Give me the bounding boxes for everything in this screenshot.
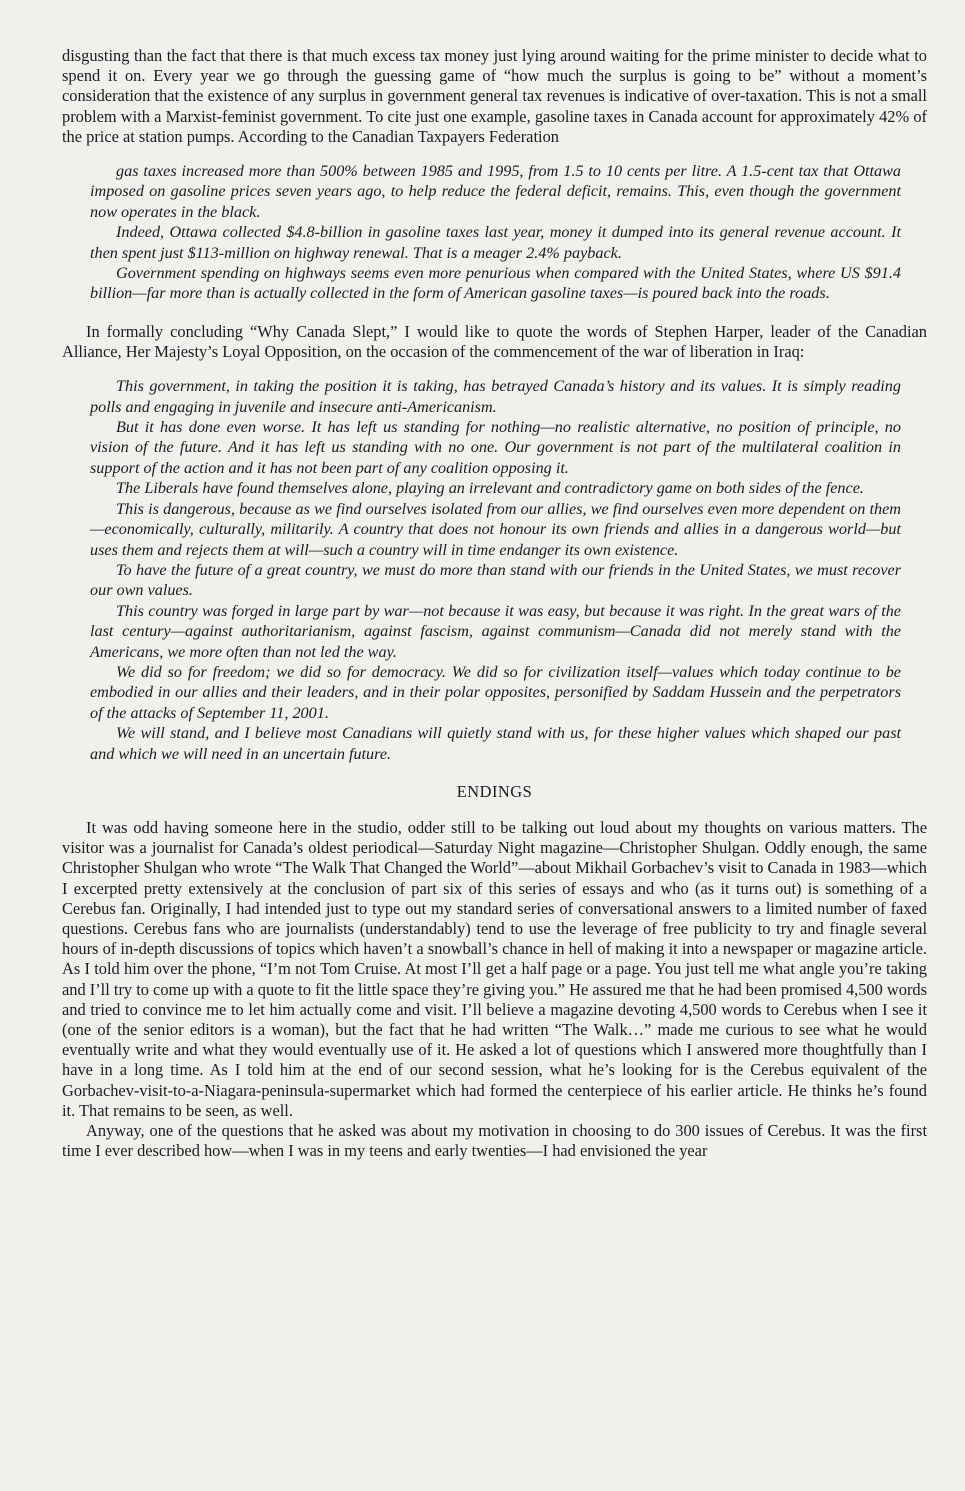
section-heading-endings: ENDINGS xyxy=(456,781,533,801)
body-paragraph-journalist-visit: It was odd having someone here in the studio, odder still to be talking out loud about my thoughts on various matters. The visitor was a journalist for Canada’s oldest periodical—Saturday Night magazine—Christopher Shulgan. Oddly enough, the same Christopher Shulgan who wrote “The Walk That Changed the World”—about Mikhail Gorbachev’s visit to Canada in 1983—which I excerpted pretty extensively at the conclusion of part six of this series of essays and who (as it turns out) is something of a Cerebus fan. Originally, I had intended just to type out my standard series of conversational answers to a limited number of faxed questions. Cerebus fans who are journalists (understandably) tend to use the leverage of free publicity to try and finagle several hours of in-depth discussions of topics which haven’t a snowball’s chance in hell of making it into a newspaper or magazine article. As I told him over the phone, “I’m not Tom Cruise. At most I’ll get a half page or a page. You just tell me what angle you’re taking and I’ll try to come up with a quote to fit the little space they’re giving you.” He assured me that he had been promised 4,500 words and tried to convince me to let him actually come and visit. I’ll believe a magazine devoting 4,500 words to Cerebus when I see it (one of the senior editors is a woman), but the fact that he had written “The Walk…” made me curious to see what he would eventually write and what they would eventually use of it. He asked a lot of questions which I answered more thoughtfully than I have in a long time. As I told him at the end of our second session, what he’s looking for is the Cerebus equivalent of the Gorbachev-visit-to-a-Niagara-peninsula-supermarket which had formed the centerpiece of his earlier article. He thinks he’s found it. That remains to be seen, as well. xyxy=(62,817,927,1120)
quote-paragraph: Indeed, Ottawa collected $4.8-billion in gasoline taxes last year, money it dumped into its general revenue account. It then spent just $113-million on highway renewal. That is a meager 2.4% payback. xyxy=(90,223,901,262)
quote-paragraph: To have the future of a great country, we must do more than stand with our friends in the United States, we must recover our own values. xyxy=(90,560,901,600)
quote-paragraph: This government, in taking the position it is taking, has betrayed Canada’s history and its values. It is simply reading polls and engaging in juvenile and insecure anti-Americanism. xyxy=(90,377,901,416)
quote-paragraph: This is dangerous, because as we find ourselves isolated from our allies, we find ourselves even more dependent on them—economically, culturally, militarily. A country that does not honour its own friends and allies in a dangerous world—but uses them and rejects them at will—such a country will in time endanger its own existence. xyxy=(90,499,901,559)
quote-paragraph: But it has done even worse. It has left us standing for nothing—no realistic alternative, no position of principle, no vision of the future. And it has left us standing with no one. Our government is not part of the multilateral coalition in support of the action and it has not been part of any coalition opposing it. xyxy=(90,418,901,477)
quote-paragraph: gas taxes increased more than 500% between 1985 and 1995, from 1.5 to 10 cents per litre. A 1.5-cent tax that Ottawa imposed on gasoline prices seven years ago, to help reduce the federal deficit, remains. This, even though the government now operates in the black. xyxy=(90,162,901,221)
quote-paragraph: The Liberals have found themselves alone, playing an irrelevant and contradictory game on both sides of the fence. xyxy=(116,479,864,498)
quote-paragraph: We did so for freedom; we did so for democracy. We did so for civilization itself—values which today continue to be embodied in our allies and their leaders, and in their polar opposites, personified by Saddam Hussein and the perpetrators of the attacks of September 11, 2001. xyxy=(90,662,901,722)
body-paragraph-gas-taxes: disgusting than the fact that there is that much excess tax money just lying around waiting for the prime minister to decide what to spend it on. Every year we go through the guessing game of “how much the surplus is going to be” without a moment’s consideration that the existence of any surplus in government general tax revenues is indicative of over-taxation. This is not a small problem with a Marxist-feminist government. To cite just one example, gasoline taxes in Canada account for approximately 42% of the price at station pumps. According to the Canadian Taxpayers Federation xyxy=(62,46,927,146)
quote-paragraph: Government spending on highways seems even more penurious when compared with the United States, where US $91.4 billion—far more than is actually collected in the form of American gasoline taxes—is poured back into the roads. xyxy=(90,264,901,303)
block-quote-taxpayers-federation xyxy=(62,161,927,304)
quote-paragraph: This country was forged in large part by war—not because it was easy, but because it was right. In the great wars of the last century—against authoritarianism, against fascism, against communism—Canada did not merely stand with the Americans, we more often than not led the way. xyxy=(90,601,901,661)
body-paragraph-harper-intro: In formally concluding “Why Canada Slept,” I would like to quote the words of Stephen Harper, leader of the Canadian Alliance, Her Majesty’s Loyal Opposition, on the occasion of the commencement of the war of liberation in Iraq: xyxy=(62,321,927,362)
body-paragraph-motivation: Anyway, one of the questions that he asked was about my motivation in choosing to do 300 issues of Cerebus. It was the first time I ever described how—when I was in my teens and early twenties—I had envisioned the year xyxy=(62,1121,927,1161)
block-quote-harper xyxy=(62,376,927,764)
quote-paragraph: We will stand, and I believe most Canadians will quietly stand with us, for these higher values which shaped our past and which we will need in an uncertain future. xyxy=(90,724,901,763)
